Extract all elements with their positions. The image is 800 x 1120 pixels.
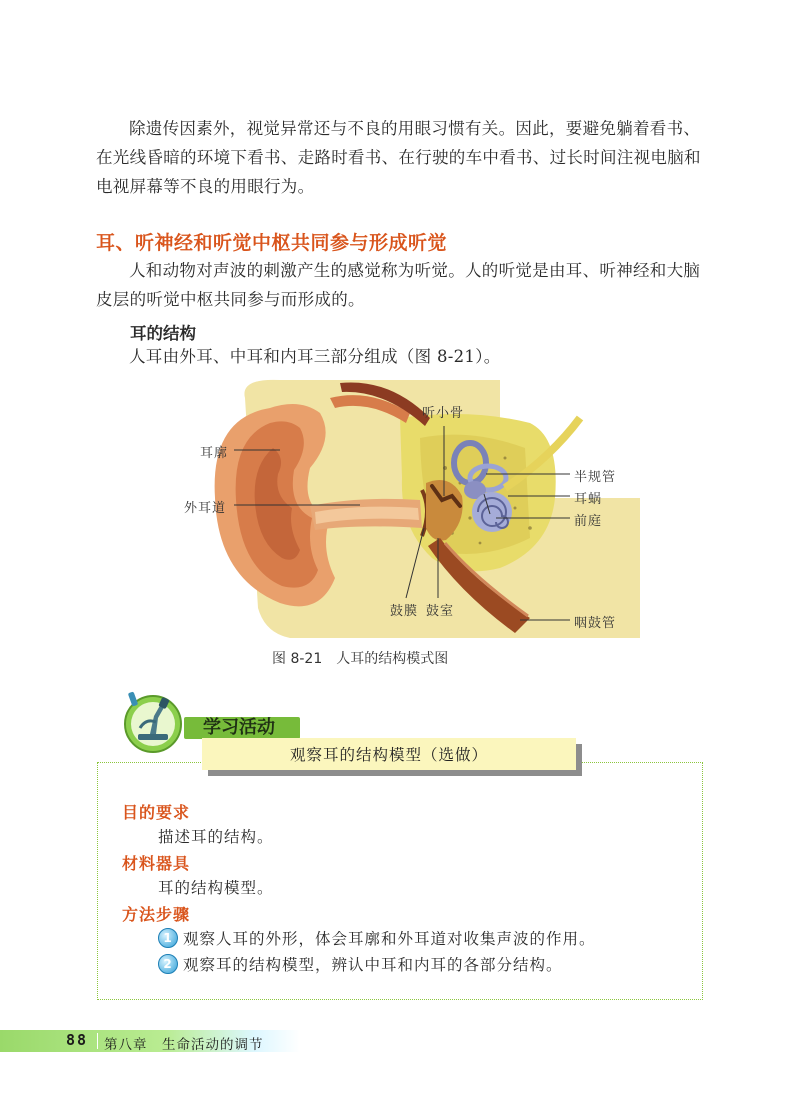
label-cochlea: 耳蜗 — [574, 492, 603, 507]
ear-structure-figure — [170, 378, 640, 638]
purpose-text: 描述耳的结构。 — [158, 828, 274, 846]
step-text-2: 观察耳的结构模型，辨认中耳和内耳的各部分结构。 — [183, 956, 563, 974]
label-eardrum: 鼓膜 — [390, 604, 419, 619]
label-eustachian-tube: 咽鼓管 — [574, 616, 617, 631]
paragraph-eye-habits: 除遗传因素外，视觉异常还与不良的用眼习惯有关。因此，要避免躺着看书、在光线昏暗的环境下看书、走路时看书、在行驶的车中看书、过长时间注视电脑和电视屏幕等不良的用眼行为。 — [96, 119, 701, 196]
paragraph-ear-parts: 人耳由外耳、中耳和内耳三部分组成（图 8-21）。 — [129, 347, 501, 366]
paragraph-hearing-definition: 人和动物对声波的刺激产生的感觉称为听觉。人的听觉是由耳、听神经和大脑皮层的听觉中枢共同参与而形成的。 — [96, 261, 701, 309]
page-number: 88 — [66, 1031, 89, 1049]
label-vestibule: 前庭 — [574, 514, 603, 529]
footer-separator — [97, 1033, 98, 1049]
chapter-title: 第八章 生命活动的调节 — [104, 1037, 264, 1053]
step-item — [158, 927, 596, 949]
label-ossicles: 听小骨 — [422, 406, 465, 421]
materials-text: 耳的结构模型。 — [158, 879, 274, 897]
label-ear-canal: 外耳道 — [184, 501, 227, 516]
materials-heading: 材料器具 — [122, 854, 191, 873]
activity-title: 学习活动 — [203, 717, 275, 738]
microscope-icon — [120, 688, 186, 754]
label-tympanic-cavity: 鼓室 — [426, 604, 455, 619]
steps-heading: 方法步骤 — [122, 905, 191, 924]
step-item — [158, 953, 563, 975]
activity-banner: 观察耳的结构模型（选做） — [202, 738, 576, 770]
label-auricle: 耳廓 — [200, 446, 229, 461]
step-text-1: 观察人耳的外形，体会耳廓和外耳道对收集声波的作用。 — [183, 930, 596, 948]
subheading-ear-structure: 耳的结构 — [130, 324, 196, 343]
ear-illustration — [170, 378, 640, 638]
step-number-2: 2 — [158, 954, 178, 974]
step-number-1: 1 — [158, 928, 178, 948]
purpose-heading: 目的要求 — [122, 803, 191, 822]
figure-caption: 图 8-21 人耳的结构模式图 — [272, 651, 449, 667]
section-heading-hearing: 耳、听神经和听觉中枢共同参与形成听觉 — [96, 232, 448, 254]
label-semicircular-canals: 半规管 — [574, 470, 617, 485]
